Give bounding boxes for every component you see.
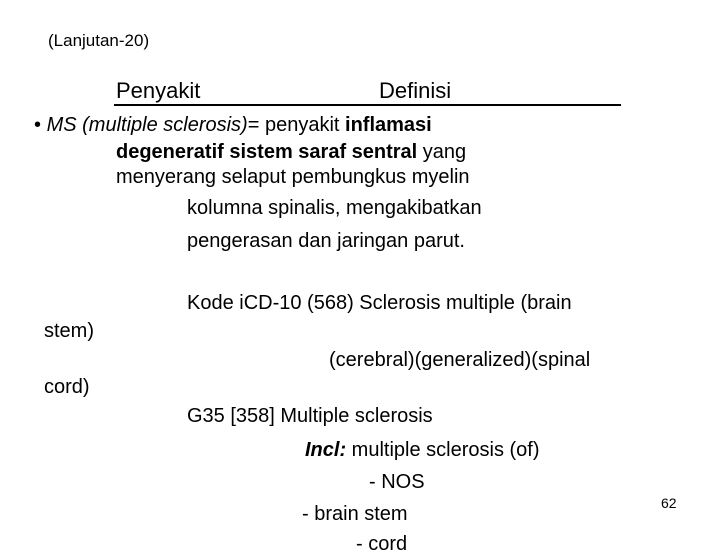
header-underline — [114, 104, 621, 106]
entry-line-5: pengerasan dan jaringan parut. — [187, 230, 465, 252]
cutoff-line: - cord — [356, 533, 408, 555]
bullet: • — [34, 114, 42, 136]
continuation-label: (Lanjutan-20) — [48, 31, 150, 50]
entry-line-2 — [116, 141, 466, 164]
g35-line: G35 [358] Multiple sclerosis — [187, 405, 433, 427]
code-line-1-wrap: stem) — [44, 320, 94, 342]
incl-line — [305, 439, 540, 462]
entry-line-3: menyerang selaput pembungkus myelin — [116, 166, 470, 188]
code-line-2: (cerebral)(generalized)(spinal — [329, 349, 591, 371]
incl-label: Incl: — [305, 439, 347, 461]
entry-line-4: kolumna spinalis, mengakibatkan — [187, 197, 482, 219]
code-line-2-wrap: cord) — [44, 376, 90, 398]
brainstem-line: - brain stem — [302, 503, 408, 525]
term-yang: yang — [417, 141, 467, 163]
term-ms: MS (multiple sclerosis) — [46, 114, 248, 136]
entry-line-1 — [34, 114, 432, 137]
header-penyakit: Penyakit — [116, 78, 201, 103]
page-number: 62 — [661, 495, 677, 511]
header-definisi: Definisi — [379, 78, 452, 103]
code-line-1: Kode iCD-10 (568) Sclerosis multiple (brain — [187, 292, 572, 314]
nos-line: - NOS — [369, 471, 425, 493]
term-inflamasi: inflamasi — [345, 114, 432, 136]
incl-text: multiple sclerosis (of) — [346, 439, 540, 461]
term-eq: = penyakit — [247, 114, 346, 136]
term-degeneratif: degeneratif sistem saraf sentral — [116, 141, 418, 163]
